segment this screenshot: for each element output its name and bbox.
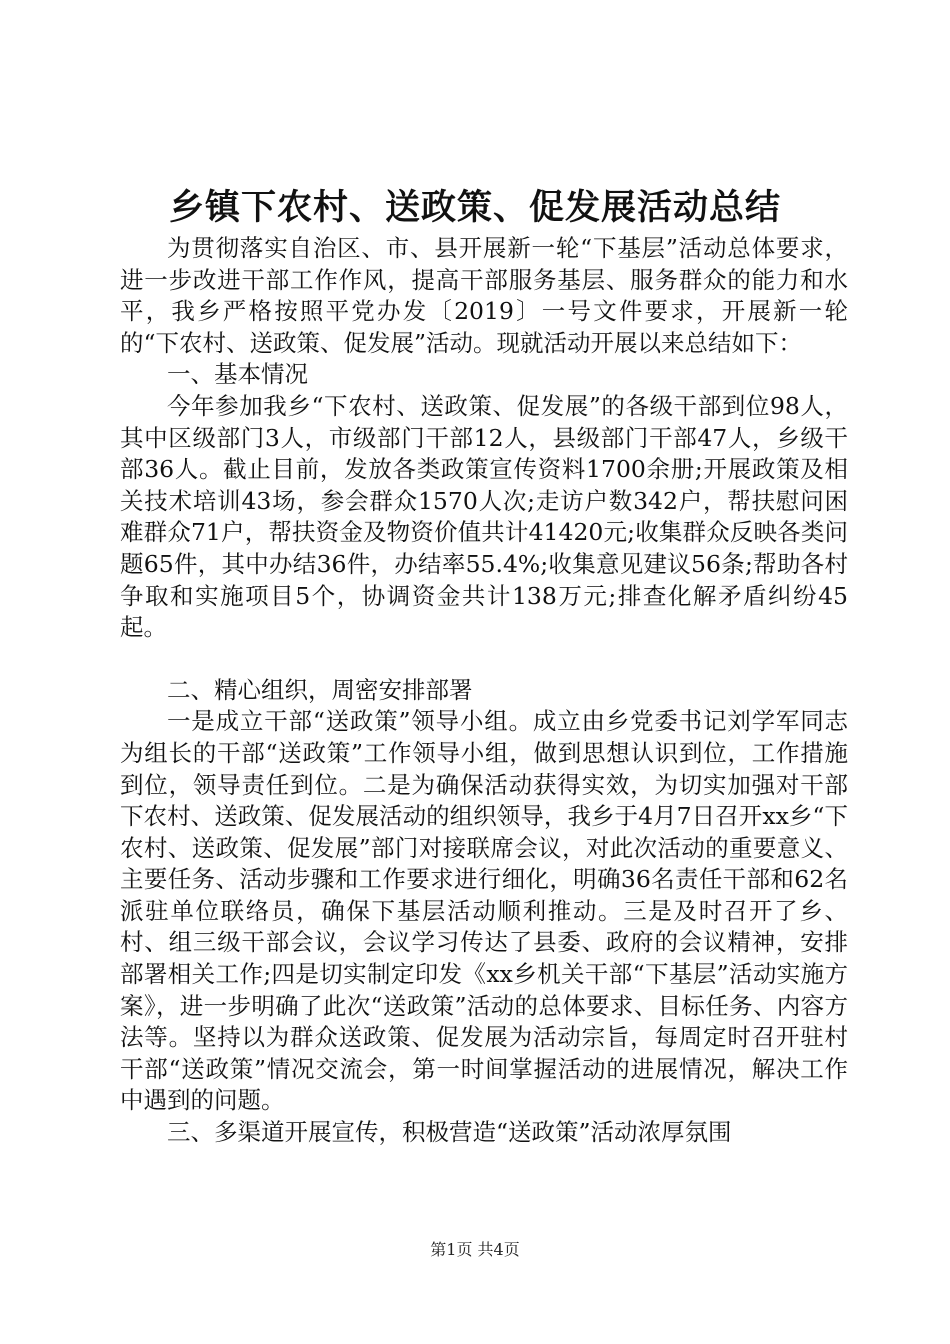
intro-paragraph: 为贯彻落实自治区、市、县开展新一轮“下基层”活动总体要求，进一步改进干部工作作风，提高干部服务基层、服务群众的能力和水平，我乡严格按照平党办发〔2019〕一号文件要求，开展新一轮的“下农村、送政策、促发展”活动。现就活动开展以来总结如下： [120,234,848,357]
organization-paragraph: 一是成立干部“送政策”领导小组。成立由乡党委书记刘学军同志为组长的干部“送政策”工作领导小组，做到思想认识到位，工作措施到位，领导责任到位。二是为确保活动获得实效，为切实加强对干部下农村、送政策、促发展活动的组织领导，我乡于4月7日召开xx乡“下农村、送政策、促发展”部门对接联席会议，对此次活动的重要意义、主要任务、活动步骤和工作要求进行细化，明确36名责任干部和62名派驻单位联络员，确保下基层活动顺利推动。三是及时召开了乡、村、组三级干部会议，会议学习传达了县委、政府的会议精神，安排部署相关工作;四是切实制定印发《xx乡机关干部“下基层”活动实施方案》，进一步明确了此次“送政策”活动的总体要求、目标任务、内容方法等。坚持以为群众送政策、促发展为活动宗旨，每周定时召开驻村干部“送政策”情况交流会，第一时间掌握活动的进展情况，解决工作中遇到的问题。 [120,707,848,1115]
document-body [120,233,848,1149]
basic-situation-paragraph: 今年参加我乡“下农村、送政策、促发展”的各级干部到位98人，其中区级部门3人，市级部门干部12人，县级部门干部47人，乡级干部36人。截止目前，发放各类政策宣传资料1700余册;开展政策及相关技术培训43场，参会群众1570人次;走访户数342户，帮扶慰问困难群众71户，帮扶资金及物资价值共计41420元;收集群众反映各类问题65件，其中办结36件，办结率55.4%;收集意见建议56条;帮助各村争取和实施项目5个，协调资金共计138万元;排查化解矛盾纠纷45起。 [120,391,848,642]
page-footer: 第1页 共4页 [430,1240,520,1259]
section-heading-basic-situation: 一、基本情况 [167,360,308,389]
section-heading-publicity: 三、多渠道开展宣传，积极营造“送政策”活动浓厚氛围 [167,1118,732,1147]
document-title: 乡镇下农村、送政策、促发展活动总结 [168,188,781,228]
section-heading-organization: 二、精心组织，周密安排部署 [167,675,473,704]
